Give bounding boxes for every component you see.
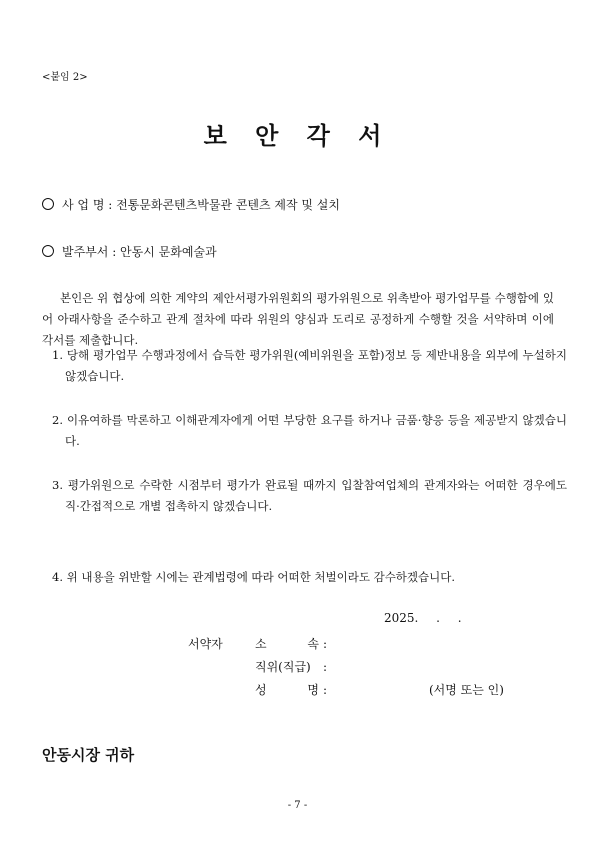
page-number: - 7 - (287, 800, 308, 811)
colon: : (323, 637, 328, 651)
closing-addressee: 안동시장 귀하 (42, 746, 135, 764)
name-label: 성 명 (255, 683, 319, 697)
circle-bullet-icon (42, 245, 54, 257)
pledge-item-3: 3. 평가위원으로 수락한 시점부터 평가가 완료될 때까지 입찰참여업체의 관계자와는 어떠한 경우에도 직·간접적으로 개별 접촉하지 않겠습니다. (52, 478, 567, 513)
colon: : (323, 683, 328, 697)
signature-hint: (서명 또는 인) (429, 683, 504, 697)
circle-bullet-icon (42, 198, 54, 210)
position-label: 직위(직급) (255, 660, 311, 674)
pledge-item-4: 4. 위 내용을 위반할 시에는 관계법령에 따라 어떠한 처벌이라도 감수하겠습니다. (52, 570, 456, 584)
project-value: 전통문화콘텐츠박물관 콘텐츠 제작 및 설치 (116, 198, 340, 212)
affiliation-label: 소 속 (255, 637, 319, 651)
department-value: 안동시 문화예술과 (120, 245, 217, 259)
pledge-item-2: 2. 이유여하를 막론하고 이해관계자에게 어떤 부당한 요구를 하거나 금품·향응 등을 제공받지 않겠습니다. (52, 413, 567, 448)
signer-label: 서약자 (188, 637, 223, 651)
name-row (255, 681, 327, 698)
document-title: 보 안 각 서 (203, 122, 392, 150)
pledge-item-1: 1. 당해 평가업무 수행과정에서 습득한 평가위원(예비위원을 포함)정보 등 제반내용을 외부에 누설하지 않겠습니다. (52, 348, 567, 383)
attachment-label: <붙임 2> (42, 72, 88, 83)
department-info: 발주부서 : 안동시 문화예술과 (42, 243, 217, 260)
position-row (255, 658, 327, 675)
department-label: 발주부서 (62, 245, 109, 259)
date-line: 2025. . . (384, 611, 462, 625)
colon: : (323, 660, 328, 674)
intro-paragraph: 본인은 위 협상에 의한 계약의 제안서평가위원회의 평가위원으로 위촉받아 평가업무를 수행함에 있어 아래사항을 준수하고 관계 절차에 따라 위원의 양심과 도리로 공정하게 수행할 것을 서약하며 이에 각서를 제출합니다. (42, 291, 554, 347)
affiliation-row (255, 635, 327, 652)
project-label: 사 업 명 (62, 198, 105, 212)
project-info: 사 업 명 : 전통문화콘텐츠박물관 콘텐츠 제작 및 설치 (42, 196, 340, 213)
